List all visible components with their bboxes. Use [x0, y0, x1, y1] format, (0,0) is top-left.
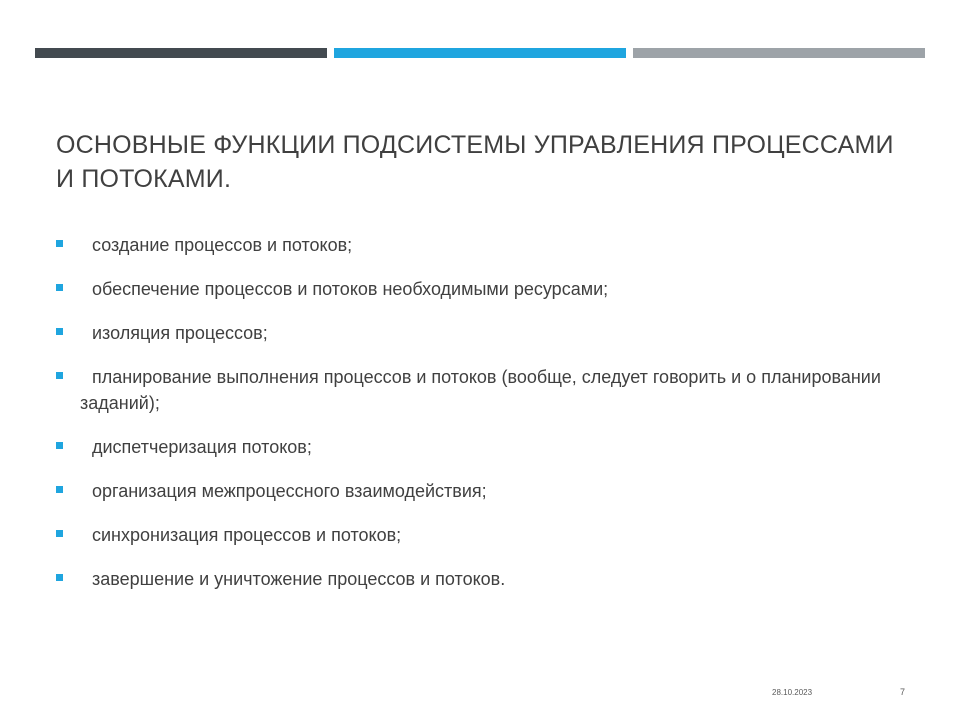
- footer-date: 28.10.2023: [772, 688, 813, 697]
- list-item: [56, 320, 916, 346]
- list-item: [56, 364, 916, 416]
- list-item-text: создание процессов и потоков;: [92, 235, 353, 255]
- header-decoration-bars: [35, 48, 925, 58]
- list-item-text: синхронизация процессов и потоков;: [92, 525, 402, 545]
- header-bar-dark: [35, 48, 327, 58]
- square-bullet-icon: [56, 574, 63, 581]
- list-item-text: организация межпроцессного взаимодействия;: [92, 481, 487, 501]
- list-item: [56, 276, 916, 302]
- list-item: [56, 566, 916, 592]
- bullet-list: [56, 232, 916, 610]
- square-bullet-icon: [56, 284, 63, 291]
- header-bar-gray: [633, 48, 925, 58]
- list-item: [56, 232, 916, 258]
- square-bullet-icon: [56, 486, 63, 493]
- list-item-text: завершение и уничтожение процессов и потоков.: [92, 569, 506, 589]
- list-item: [56, 478, 916, 504]
- square-bullet-icon: [56, 442, 63, 449]
- slide-title: ОСНОВНЫЕ ФУНКЦИИ ПОДСИСТЕМЫ УПРАВЛЕНИЯ ПРОЦЕССАМИ И ПОТОКАМИ.: [56, 131, 894, 193]
- list-item: [56, 522, 916, 548]
- list-item-text: изоляция процессов;: [92, 323, 268, 343]
- square-bullet-icon: [56, 372, 63, 379]
- list-item-text: диспетчеризация потоков;: [92, 437, 312, 457]
- list-item-text: обеспечение процессов и потоков необходимыми ресурсами;: [92, 279, 609, 299]
- list-item: [56, 434, 916, 460]
- square-bullet-icon: [56, 328, 63, 335]
- header-bar-blue: [334, 48, 626, 58]
- page-number: 7: [900, 687, 906, 697]
- square-bullet-icon: [56, 530, 63, 537]
- list-item-text: планирование выполнения процессов и потоков (вообще, следует говорить и о планировании заданий);: [80, 367, 881, 413]
- square-bullet-icon: [56, 240, 63, 247]
